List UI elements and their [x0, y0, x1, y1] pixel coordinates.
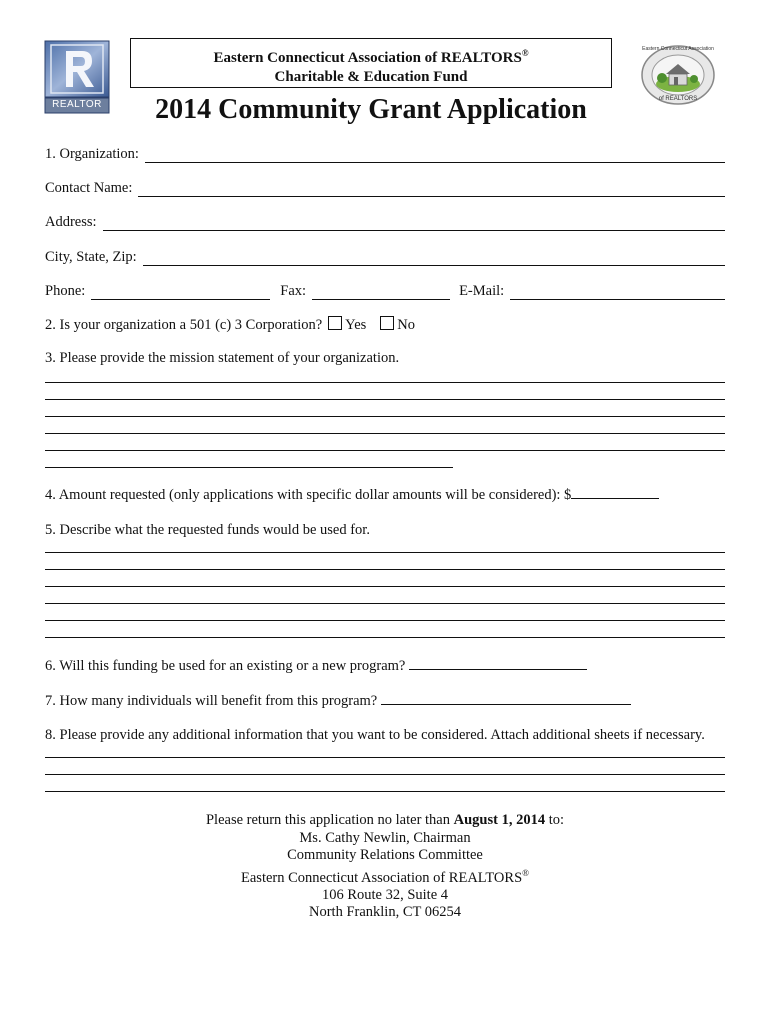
association-name: Eastern Connecticut Association of REALTORS®: [241, 867, 529, 886]
page-title: 2014 Community Grant Application: [155, 94, 587, 125]
mission-line-1[interactable]: [45, 382, 725, 383]
city-state-zip-field[interactable]: [143, 253, 725, 266]
funds-line-3[interactable]: [45, 586, 725, 587]
q6-row: [45, 657, 587, 675]
realtor-logo-text: REALTOR: [52, 99, 102, 110]
phone-row: [45, 282, 725, 300]
realtor-logo: [44, 40, 110, 114]
city-state-zip-label: City, State, Zip:: [45, 249, 137, 265]
funds-line-4[interactable]: [45, 603, 725, 604]
contact-row: [45, 179, 725, 197]
funds-line-5[interactable]: [45, 620, 725, 621]
q4-label: 4. Amount requested (only applications with specific dollar amounts will be considered): $: [45, 487, 572, 503]
city-address: North Franklin, CT 06254: [309, 904, 461, 921]
contact-name-label: Contact Name:: [45, 180, 133, 196]
email-label: E-Mail:: [459, 283, 505, 299]
header-org-line: Eastern Connecticut Association of REALTORS®: [213, 48, 529, 66]
city-row: [45, 248, 725, 266]
return-line: Please return this application no later than August 1, 2014 to:: [205, 812, 565, 828]
seal-text-top: Eastern Connecticut Association: [642, 46, 714, 52]
yes-checkbox[interactable]: [328, 316, 342, 330]
phone-field[interactable]: [91, 287, 270, 300]
contact-name-field[interactable]: [138, 184, 725, 197]
additional-line-3[interactable]: [45, 791, 725, 792]
association-seal: [640, 44, 716, 106]
q4-row: [45, 486, 659, 504]
q6-label: 6. Will this funding be used for an existing or a new program?: [45, 658, 406, 674]
organization-label: 1. Organization:: [45, 146, 139, 162]
address-label: Address:: [45, 214, 97, 230]
no-label: No: [397, 317, 416, 333]
q2-row: [45, 316, 415, 334]
funds-line-2[interactable]: [45, 569, 725, 570]
q8-label: 8. Please provide any additional information that you want to be considered. Attach additional sheets if necessary.: [45, 727, 705, 743]
phone-label: Phone:: [45, 283, 86, 299]
return-instructions: [0, 812, 770, 922]
q7-row: [45, 692, 631, 710]
mission-line-5[interactable]: [45, 450, 725, 451]
mission-line-6[interactable]: [45, 467, 453, 468]
no-checkbox[interactable]: [380, 316, 394, 330]
fax-field[interactable]: [312, 287, 450, 300]
beneficiaries-field[interactable]: [381, 692, 631, 705]
street-address: 106 Route 32, Suite 4: [321, 886, 449, 903]
program-type-field[interactable]: [409, 657, 587, 670]
email-field[interactable]: [510, 287, 725, 300]
header-box: [130, 38, 612, 88]
q2-label: 2. Is your organization a 501 (c) 3 Corporation?: [45, 317, 323, 333]
address-row: [45, 213, 725, 231]
q3-label: 3. Please provide the mission statement of your organization.: [45, 350, 400, 366]
contact-person: Ms. Cathy Newlin, Chairman: [299, 829, 471, 846]
additional-line-2[interactable]: [45, 774, 725, 775]
funds-line-1[interactable]: [45, 552, 725, 553]
seal-text-bottom: of REALTORS: [658, 96, 698, 102]
mission-line-3[interactable]: [45, 416, 725, 417]
additional-line-1[interactable]: [45, 757, 725, 758]
mission-line-2[interactable]: [45, 399, 725, 400]
address-field[interactable]: [103, 218, 725, 231]
header-fund-line: Charitable & Education Fund: [274, 69, 468, 85]
q5-label: 5. Describe what the requested funds would be used for.: [45, 522, 370, 538]
q7-label: 7. How many individuals will benefit from this program?: [45, 693, 378, 709]
organization-field[interactable]: [145, 150, 725, 163]
organization-row: [45, 145, 725, 163]
deadline: August 1, 2014: [453, 812, 546, 828]
committee-name: Community Relations Committee: [287, 847, 483, 863]
funds-line-6[interactable]: [45, 637, 725, 638]
fax-label: Fax:: [280, 283, 307, 299]
mission-line-4[interactable]: [45, 433, 725, 434]
yes-label: Yes: [345, 317, 367, 333]
amount-field[interactable]: [571, 486, 659, 499]
